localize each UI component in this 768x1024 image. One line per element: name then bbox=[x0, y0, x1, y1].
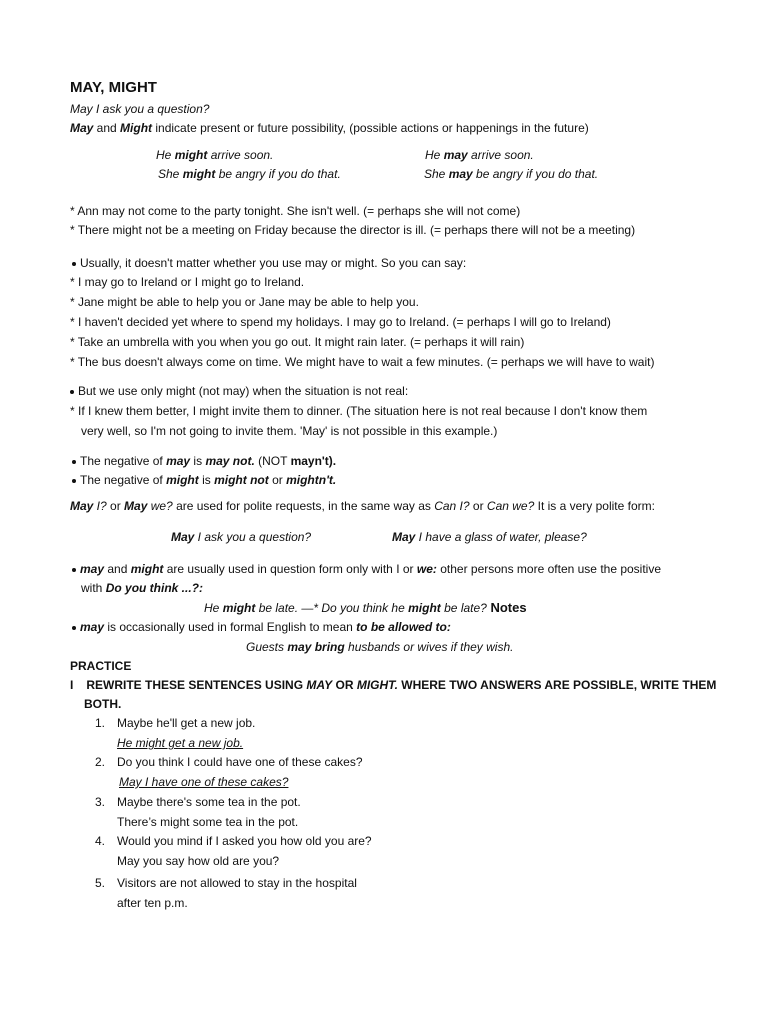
pair-modal: may bbox=[443, 148, 468, 162]
polite-text: It is a very polite form: bbox=[534, 499, 655, 513]
item-answer: May I have one of these cakes? bbox=[119, 775, 289, 789]
guests-text: Guests bbox=[246, 640, 288, 654]
intro-line bbox=[70, 120, 589, 136]
pair-text: He bbox=[156, 148, 175, 162]
instruction-line bbox=[70, 677, 716, 693]
polite-example-right bbox=[392, 529, 587, 545]
item-question: Visitors are not allowed to stay in the hospital bbox=[117, 876, 357, 890]
qf-text: with bbox=[81, 581, 106, 595]
polite-line bbox=[70, 498, 655, 514]
polite-example-left bbox=[171, 529, 311, 545]
item-answer: May you say how old are you? bbox=[117, 854, 280, 868]
item-question: Maybe there's some tea in the pot. bbox=[117, 795, 301, 809]
intro-may: May bbox=[70, 121, 94, 135]
neg-text: is bbox=[198, 473, 215, 487]
polite-text: I ask you a question? bbox=[194, 530, 312, 544]
pair-text: She bbox=[424, 167, 449, 181]
bullet-icon bbox=[72, 626, 76, 630]
neg-word: mayn't). bbox=[290, 454, 337, 468]
example-line: * If I knew them better, I might invite them to dinner. (The situation here is not real because I don't know them bbox=[70, 404, 648, 418]
pair-text: be angry if you do that. bbox=[215, 167, 341, 181]
qf-word: might bbox=[130, 562, 164, 576]
bullet-icon bbox=[72, 262, 76, 266]
polite-word: May bbox=[70, 499, 94, 513]
guests-text: husbands or wives if they wish. bbox=[344, 640, 514, 654]
example-line: * Ann may not come to the party tonight. She isn't well. (= perhaps she will not come) bbox=[70, 204, 521, 218]
example-line: * There might not be a meeting on Friday because the director is ill. (= perhaps there will not be a meeting) bbox=[70, 223, 636, 237]
item-question: Would you mind if I asked you how old you are? bbox=[117, 834, 372, 848]
neg-word: might bbox=[166, 473, 199, 487]
example-line: * The bus doesn't always come on time. We might have to wait a few minutes. (= perhaps we will have to wait) bbox=[70, 355, 655, 369]
intro-and: and bbox=[93, 121, 121, 135]
example-line: very well, so I'm not going to invite them. 'May' is not possible in this example.) bbox=[81, 424, 498, 438]
bullet-icon bbox=[72, 460, 76, 464]
neg-text: is bbox=[190, 454, 206, 468]
pair-right-1 bbox=[425, 147, 534, 163]
pair-modal: might bbox=[174, 148, 208, 162]
example-line: * I haven't decided yet where to spend my holidays. I may go to Ireland. (= perhaps I will go to Ireland) bbox=[70, 315, 611, 329]
intro-might: Might bbox=[120, 121, 153, 135]
formal-text: is occasionally used in formal English to mean bbox=[104, 620, 357, 634]
guests-example bbox=[246, 639, 513, 655]
guests-word: may bring bbox=[287, 640, 345, 654]
late-text: be late? bbox=[440, 601, 487, 615]
practice-heading: PRACTICE bbox=[70, 659, 132, 673]
neg-text: or bbox=[268, 473, 287, 487]
notes-label: Notes bbox=[486, 600, 527, 615]
neg-text: (NOT bbox=[254, 454, 291, 468]
polite-word: Can we? bbox=[486, 499, 535, 513]
bullet-icon bbox=[70, 390, 74, 394]
instruction-line-2: BOTH. bbox=[84, 697, 122, 711]
formal-line bbox=[72, 619, 451, 635]
instruction-text: REWRITE THESE SENTENCES USING bbox=[86, 678, 307, 692]
not-real-line bbox=[70, 383, 408, 399]
example-line: * Take an umbrella with you when you go out. It might rain later. (= perhaps it will rain) bbox=[70, 335, 525, 349]
polite-word: May bbox=[392, 530, 416, 544]
pair-text: She bbox=[158, 167, 183, 181]
item-question: Maybe he'll get a new job. bbox=[117, 716, 256, 730]
pair-modal: might bbox=[182, 167, 216, 181]
item-number: 5. bbox=[94, 876, 105, 890]
item-number: 1. bbox=[94, 716, 105, 730]
neg-word: may bbox=[166, 454, 191, 468]
intro-example: May I ask you a question? bbox=[70, 102, 210, 116]
instruction-text: WHERE TWO ANSWERS ARE POSSIBLE, WRITE THEM bbox=[397, 678, 717, 692]
item-answer: after ten p.m. bbox=[117, 896, 188, 910]
item-answer: He might get a new job. bbox=[117, 736, 244, 750]
question-form-line-2 bbox=[81, 580, 203, 596]
item-number: 4. bbox=[94, 834, 105, 848]
polite-word: May bbox=[171, 530, 195, 544]
late-word: might bbox=[408, 601, 441, 615]
example-line: * Jane might be able to help you or Jane may be able to help you. bbox=[70, 295, 419, 309]
instruction-number: I bbox=[70, 678, 74, 692]
neg-text: The negative of bbox=[80, 454, 167, 468]
qf-text: and bbox=[104, 562, 131, 576]
pair-left-2 bbox=[158, 166, 341, 182]
polite-word: May bbox=[124, 499, 148, 513]
bullet-icon bbox=[72, 568, 76, 572]
pair-right-2 bbox=[424, 166, 598, 182]
late-word: might bbox=[222, 601, 256, 615]
pair-modal: may bbox=[448, 167, 473, 181]
formal-word: to be allowed to: bbox=[356, 620, 451, 634]
qf-word: Do you think ...?: bbox=[105, 581, 204, 595]
negative-may-line bbox=[72, 453, 336, 469]
formal-word: may bbox=[80, 620, 105, 634]
negative-might-line bbox=[72, 472, 336, 488]
instruction-text: OR bbox=[332, 678, 357, 692]
question-form-line bbox=[72, 561, 661, 577]
item-number: 2. bbox=[94, 755, 105, 769]
pair-text: arrive soon. bbox=[207, 148, 274, 162]
instruction-word: MIGHT. bbox=[356, 678, 398, 692]
neg-word: may not. bbox=[205, 454, 255, 468]
polite-text: or bbox=[106, 499, 125, 513]
polite-text: or bbox=[469, 499, 487, 513]
intro-rest: indicate present or future possibility, (possible actions or happenings in the future) bbox=[152, 121, 589, 135]
qf-word: may bbox=[80, 562, 105, 576]
instruction-word: MAY bbox=[306, 678, 333, 692]
late-text: be late. —* Do you think he bbox=[255, 601, 409, 615]
neg-text: The negative of bbox=[80, 473, 167, 487]
polite-text: I have a glass of water, please? bbox=[415, 530, 587, 544]
item-question: Do you think I could have one of these cakes? bbox=[117, 755, 363, 769]
bullet-icon bbox=[72, 479, 76, 483]
usually-line bbox=[72, 255, 466, 271]
not-real-text: But we use only might (not may) when the situation is not real: bbox=[78, 384, 409, 398]
pair-text: arrive soon. bbox=[467, 148, 534, 162]
pair-left-1 bbox=[156, 147, 273, 163]
polite-word: we? bbox=[147, 499, 173, 513]
late-text: He bbox=[204, 601, 223, 615]
neg-word: mightn't. bbox=[286, 473, 337, 487]
item-answer: There’s might some tea in the pot. bbox=[117, 815, 299, 829]
polite-word: I? bbox=[93, 499, 107, 513]
late-example bbox=[204, 600, 527, 616]
qf-word: we: bbox=[416, 562, 437, 576]
neg-word: might not bbox=[214, 473, 269, 487]
pair-text: He bbox=[425, 148, 444, 162]
example-line: * I may go to Ireland or I might go to Ireland. bbox=[70, 275, 305, 289]
polite-text: are used for polite requests, in the same way as bbox=[172, 499, 435, 513]
polite-word: Can I? bbox=[434, 499, 470, 513]
qf-text: are usually used in question form only with I or bbox=[163, 562, 417, 576]
page-title: MAY, MIGHT bbox=[70, 79, 157, 96]
qf-text: other persons more often use the positive bbox=[436, 562, 662, 576]
pair-text: be angry if you do that. bbox=[472, 167, 599, 181]
usually-text: Usually, it doesn't matter whether you use may or might. So you can say: bbox=[80, 256, 467, 270]
item-number: 3. bbox=[94, 795, 105, 809]
